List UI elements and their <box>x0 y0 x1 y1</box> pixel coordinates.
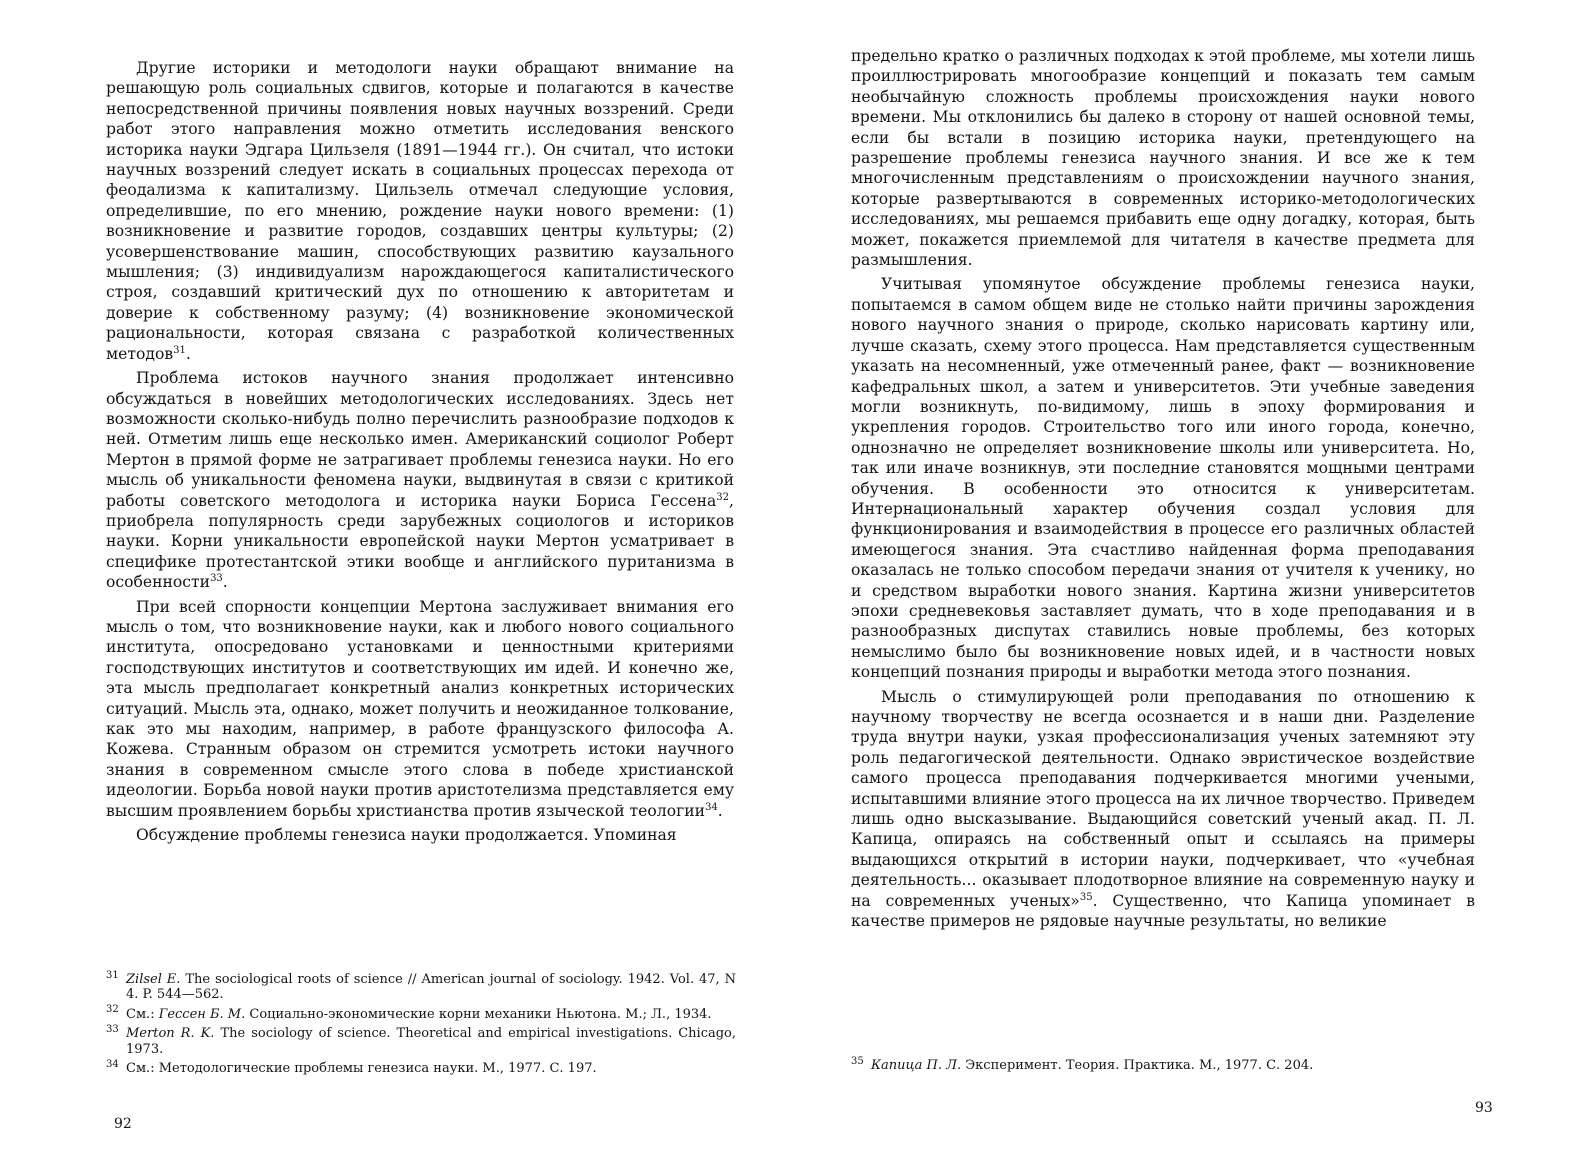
footnote-ref: 34 <box>705 801 718 813</box>
footnote: 31 Zilsel E. The sociological roots of science // American journal of sociology. 1942. Vol. 47, N 4. P. 544—562. <box>106 969 737 1003</box>
right-footnotes <box>851 1055 1475 1077</box>
paragraph: Мысль о стимулирующей роли преподавания по отношению к научному творчеству не всегда осознается и в наши дни. Разделение труда внутри науки, узкая профессионализация ученых затемняют эту роль педагогической деятельности. Однако эвристическое воздействие самого процесса преподавания подчеркивается многими учеными, испытавшими влияние этого процесса на их личное творчество. Приведем лишь одно высказывание. Выдающийся советский ученый акад. П. Л. Капица, опираясь на собственный опыт и ссылаясь на примеры выдающихся открытий в истории науки, подчеркивает, что «учебная деятельность... оказывает плодотворное влияние на современную науку и на современных ученых»$^{35}$. Существенно, что Капица упоминает в качестве примеров не рядовые научные результаты, но великие <box>851 687 1475 931</box>
paragraph: Проблема истоков научного знания продолжает интенсивно обсуждаться в новейших методологических исследованиях. Здесь нет возможности сколько-нибудь полно перечислить разнообразие подходов к ней. Отметим лишь еще несколько имен. Американский социолог Роберт Мертон в прямой форме не затрагивает проблемы генезиса науки. Но его мысль об уникальности феномена науки, выдвинутая в связи с критикой работы советского методолога и историка науки Бориса Гессена$^{32}$, приобрела популярность среди зарубежных социологов и историков науки. Корни уникальности европейской науки Мертон усматривает в специфике протестантской этики вообще и английского пуританизма в особенности$^{33}$. <box>106 369 734 592</box>
left-footnotes <box>106 969 737 1080</box>
paragraph: предельно кратко о различных подходах к этой проблеме, мы хотели лишь проиллюстрировать многообразие концепций и показать тем самым необычайную сложность проблемы происхождения науки нового времени. Мы отклонились бы далеко в сторону от нашей основной темы, если бы встали в позицию историка науки, претендующего на разрешение проблемы генезиса научного знания. И все же к тем многочисленным представлениям о происхождении научного знания, которые развертываются в современных историко-методологических исследованиях, мы решаемся прибавить еще одну догадку, которая, быть может, покажется приемлемой для читателя в качестве предмета для размышления. <box>851 47 1475 270</box>
right-page <box>798 0 1596 1176</box>
page-number: 92 <box>114 1116 132 1132</box>
paragraph: Другие историки и методологи науки обращают внимание на решающую роль социальных сдвигов, которые и полагаются в качестве непосредственной причины появления новых научных воззрений. Среди работ этого направления можно отметить исследования венского историка науки Эдгара Цильзеля (1891—1944 гг.). Он считал, что истоки научных воззрений следует искать в социальных процессах перехода от феодализма к капитализму. Цильзель отмечал следующие условия, определившие, по его мнению, рождение науки нового времени: (1) возникновение и развитие городов, создавших центры культуры; (2) усовершенствование машин, способствующих развитию каузального мышления; (3) индивидуализм нарождающегося капиталистического строя, создавший критический дух по отношению к авторитетам и доверие к собственному разуму; (4) возникновение экономической рациональности, которая связана с разработкой количественных методов$^{31}$. <box>106 59 734 363</box>
paragraph: При всей спорности концепции Мертона заслуживает внимания его мысль о том, что возникновение науки, как и любого нового социального института, опосредовано установками и ценностными критериями господствующих институтов и соответствующих им идей. И конечно же, эта мысль предполагает конкретный анализ конкретных исторических ситуаций. Мысль эта, однако, может получить и неожиданное толкование, как это мы находим, например, в работе французского философа А. Кожева. Странным образом он стремится усмотреть истоки научного знания в современном смысле этого слова в победе христианской идеологии. Борьба новой науки против аристотелизма представляется ему высшим проявлением борьбы христианства против языческой теологии$^{34}$. <box>106 597 734 820</box>
footnote: 35 Капица П. Л. Эксперимент. Теория. Практика. М., 1977. С. 204. <box>851 1055 1314 1073</box>
paragraph: Обсуждение проблемы генезиса науки продолжается. Упоминая <box>136 826 677 845</box>
footnote: 32 См.: Гессен Б. М. Социально-экономические корни механики Ньютона. М.; Л., 1934. <box>106 1004 712 1022</box>
paragraph: Учитывая упомянутое обсуждение проблемы генезиса науки, попытаемся в самом общем виде не столько найти причины зарождения нового научного знания о природе, сколько нарисовать картину или, лучше сказать, схему этого процесса. Нам представляется существенным указать на несомненный, уже отмеченный ранее, факт — возникновение кафедральных школ, а затем и университетов. Эти учебные заведения могли возникнуть, по-видимому, лишь в эпоху формирования и укрепления городов. Строительство того или иного города, конечно, однозначно не определяет возникновение школы или университета. Но, так или иначе возникнув, эти последние становятся мощными центрами обучения. В особенности это относится к университетам. Интернациональный характер обучения создал условия для функционирования и взаимодействия в процессе его различных областей имеющегося знания. Эта счастливо найденная форма преподавания оказалась не только способом передачи знания от учителя к ученику, но и средством выработки нового знания. Картина жизни университетов эпохи средневековья заставляет думать, что в ходе преподавания и в разнообразных диспутах ставились новые проблемы, без которых немыслимо было бы возникновение новых идей, и в частности новых концепций познания природы и выработки метода этого познания. <box>851 275 1475 682</box>
right-page-body <box>851 46 1475 935</box>
page-number: 93 <box>1475 1100 1493 1116</box>
left-page-body <box>106 58 734 849</box>
footnote: 33 Merton R. K. The sociology of science. Theoretical and empirical investigations. Chicago, 1973. <box>106 1023 737 1057</box>
footnote: 34 См.: Методологические проблемы генезиса науки. М., 1977. С. 197. <box>106 1058 597 1077</box>
footnote-ref: 35 <box>1079 891 1093 903</box>
footnote-ref: 33 <box>210 572 223 584</box>
footnote-ref: 32 <box>716 491 730 503</box>
footnote-ref: 31 <box>173 344 186 356</box>
